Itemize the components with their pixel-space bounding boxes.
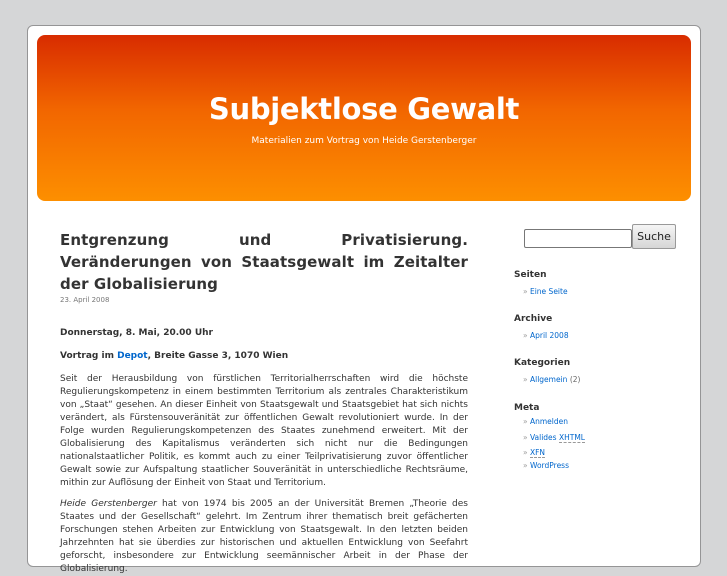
list-item — [523, 372, 580, 388]
list-item — [523, 414, 585, 430]
archive-link[interactable]: April 2008 — [529, 331, 569, 340]
xfn-link[interactable] — [530, 448, 545, 458]
archive-list — [523, 328, 569, 344]
list-item — [523, 459, 585, 472]
blog-description: Materialien zum Vortrag von Heide Gerstenberger — [251, 136, 477, 146]
page-link[interactable]: Eine Seite — [529, 287, 568, 296]
author-bio: hat von 1974 bis 2005 an der Universität Bremen „Theorie des Staates und der Gesellschaft“ gelehrt. Im Zentrum ihrer thematisch breit gefächerten Forschungen stehen Arbeiten zur Entwicklung von Staatsgewalt. In den letzten beiden Jahrzehnten hat sie überdies zur historischen und aktuellen Entwicklung von Seefahrt geforscht, insbesondere zur Entwicklung seemännischer Arbeit in der Phase der Globalisierung. — [60, 499, 468, 574]
header-banner — [37, 35, 691, 201]
category-link[interactable]: Allgemein — [529, 375, 568, 384]
post-entry — [60, 327, 468, 576]
blog-title-link[interactable]: Subjektlose Gewalt — [208, 92, 520, 126]
categories-widget-title: Kategorien — [514, 358, 571, 368]
archive-widget-title: Archive — [514, 314, 553, 324]
venue-address: , Breite Gasse 3, 1070 Wien — [147, 351, 289, 361]
xhtml-validator-link[interactable] — [530, 433, 585, 443]
post-title-link[interactable]: Entgrenzung und Privatisierung. Veränderungen von Staatsgewalt im Zeitalter der Globalisierung — [60, 231, 468, 293]
pages-list — [523, 284, 568, 300]
xfn-abbr: XFN — [529, 448, 546, 457]
post-paragraph: Seit der Herausbildung von fürstlichen Territorialherrschaften wird die höchste Regulierungskompetenz in einem bestimmten Territorium als zentrales Charakteristikum von „Staat“ gesehen. An dieser Einheit von Staatsgewalt und Staatsgebiet hat sich nichts verändert, als Fürstensouveränität zur öffentlichen Gewalt revolutioniert wurde. In der Folge wurden Regulierungskompetenzen des Staates zunehmend erweitert. Mit der Globalisierung des Kapitalismus veränderten sich nicht nur die Bedingungen nationalstaatlicher Politik, es kommt auch zu einer Teilprivatisierung zuvor öffentlicher Gewalt sowie zur Aufspaltung staatlicher Souveränität in unterschiedliche Rechtsräume, mithin zur Auflösung der Einheit von Staat und Territorium. — [60, 374, 468, 488]
list-item — [523, 328, 569, 344]
author-name: Heide Gerstenberger — [60, 499, 157, 509]
category-count: (2) — [569, 375, 581, 384]
post-date: 23. April 2008 — [60, 296, 110, 304]
meta-list — [523, 414, 585, 472]
list-item — [523, 430, 585, 446]
login-link[interactable]: Anmelden — [529, 417, 569, 426]
search-button[interactable]: Suche — [632, 224, 676, 249]
xhtml-abbr: XHTML — [558, 433, 585, 442]
event-venue — [60, 350, 468, 363]
venue-prefix: Vortrag im — [60, 351, 118, 361]
list-item — [523, 284, 568, 300]
meta-widget-title: Meta — [514, 403, 540, 413]
depot-link[interactable]: Depot — [117, 351, 148, 361]
page-container — [27, 25, 701, 574]
event-date: Donnerstag, 8. Mai, 20.00 Uhr — [60, 328, 213, 338]
author-paragraph — [60, 498, 468, 576]
categories-list — [523, 372, 580, 388]
list-item — [523, 446, 585, 459]
main-content — [60, 229, 468, 576]
search-input[interactable] — [524, 229, 632, 248]
wordpress-link[interactable]: WordPress — [529, 461, 570, 470]
pages-widget-title: Seiten — [514, 270, 547, 280]
xhtml-prefix: Valides — [529, 433, 559, 442]
